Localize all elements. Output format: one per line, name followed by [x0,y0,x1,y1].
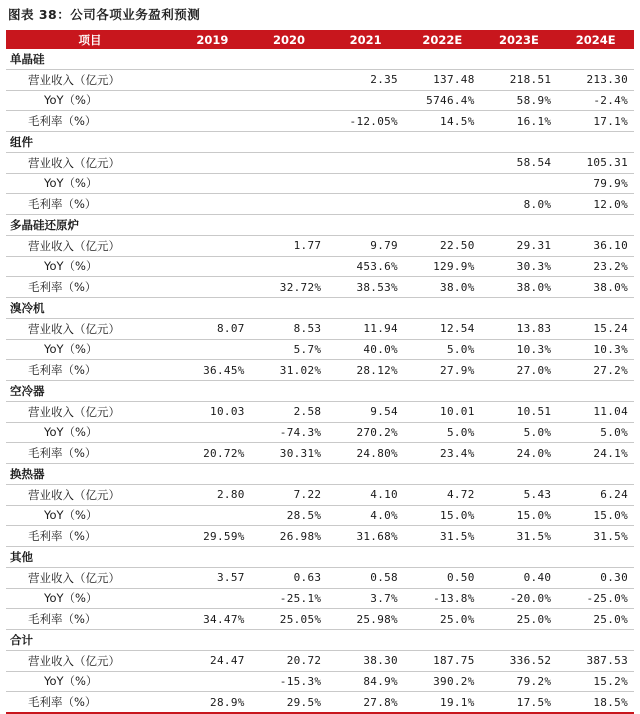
value-cell: 13.83 [481,318,558,339]
value-cell: 8.53 [251,318,328,339]
section-empty-cell [557,132,634,153]
value-cell [251,152,328,173]
value-cell: 3.7% [327,588,404,609]
value-cell: 10.3% [481,339,558,360]
section-row [6,547,634,568]
row-label: 毛利率（%） [6,277,174,298]
value-cell: 36.10 [557,235,634,256]
table-row [6,401,634,422]
row-label: 毛利率（%） [6,194,174,215]
value-cell [174,256,251,277]
value-cell [481,173,558,194]
value-cell: 28.12% [327,360,404,381]
value-cell: -15.3% [251,671,328,692]
value-cell [251,173,328,194]
section-empty-cell [327,464,404,485]
value-cell: 0.58 [327,567,404,588]
table-body [6,49,634,713]
value-cell [251,90,328,111]
row-label: 毛利率（%） [6,443,174,464]
table-header [6,30,634,49]
value-cell: 79.9% [557,173,634,194]
header-cell-2020: 2020 [251,30,328,49]
value-cell: 17.1% [557,111,634,132]
value-cell: 0.50 [404,567,481,588]
value-cell: 23.4% [404,443,481,464]
value-cell: 26.98% [251,526,328,547]
section-row [6,215,634,236]
value-cell: -20.0% [481,588,558,609]
section-empty-cell [251,381,328,402]
value-cell: 22.50 [404,235,481,256]
section-title: 组件 [6,132,174,153]
value-cell: -25.0% [557,588,634,609]
value-cell: 213.30 [557,69,634,90]
section-empty-cell [404,132,481,153]
value-cell [404,152,481,173]
value-cell [327,90,404,111]
table-row [6,69,634,90]
value-cell: 27.2% [557,360,634,381]
value-cell: 38.53% [327,277,404,298]
section-empty-cell [557,547,634,568]
value-cell: 5.7% [251,339,328,360]
value-cell: 5.0% [404,339,481,360]
value-cell: 5.0% [481,422,558,443]
value-cell: 10.03 [174,401,251,422]
value-cell [174,235,251,256]
value-cell: 20.72 [251,650,328,671]
value-cell: 4.72 [404,484,481,505]
forecast-table [6,30,634,714]
value-cell: 19.1% [404,692,481,713]
section-empty-cell [481,381,558,402]
value-cell [327,152,404,173]
section-empty-cell [251,132,328,153]
value-cell: 105.31 [557,152,634,173]
section-empty-cell [327,547,404,568]
value-cell [174,152,251,173]
table-row [6,256,634,277]
value-cell [251,111,328,132]
section-empty-cell [327,132,404,153]
value-cell: 129.9% [404,256,481,277]
section-empty-cell [174,630,251,651]
section-empty-cell [481,298,558,319]
table-row [6,318,634,339]
value-cell: 336.52 [481,650,558,671]
value-cell [174,588,251,609]
value-cell: 30.31% [251,443,328,464]
value-cell: 4.0% [327,505,404,526]
header-cell-2024e: 2024E [557,30,634,49]
table-row [6,360,634,381]
value-cell: 24.1% [557,443,634,464]
value-cell: 38.0% [557,277,634,298]
table-row [6,235,634,256]
value-cell: 0.63 [251,567,328,588]
section-empty-cell [404,630,481,651]
value-cell: 28.9% [174,692,251,713]
value-cell [174,69,251,90]
table-row [6,277,634,298]
section-empty-cell [557,49,634,69]
row-label: 营业收入（亿元） [6,69,174,90]
table-row [6,692,634,713]
value-cell: 27.0% [481,360,558,381]
value-cell: 84.9% [327,671,404,692]
value-cell: 15.0% [404,505,481,526]
section-empty-cell [174,381,251,402]
section-row [6,464,634,485]
value-cell: 218.51 [481,69,558,90]
value-cell: 32.72% [251,277,328,298]
value-cell: 24.80% [327,443,404,464]
table-row [6,671,634,692]
value-cell: 36.45% [174,360,251,381]
section-title: 换热器 [6,464,174,485]
value-cell: 9.54 [327,401,404,422]
header-cell-2021: 2021 [327,30,404,49]
section-empty-cell [174,132,251,153]
section-row [6,298,634,319]
row-label: 营业收入（亿元） [6,567,174,588]
row-label: YoY（%） [6,173,174,194]
section-empty-cell [557,215,634,236]
table-row [6,194,634,215]
value-cell: 453.6% [327,256,404,277]
value-cell: 0.40 [481,567,558,588]
value-cell [174,505,251,526]
table-row [6,173,634,194]
value-cell: 20.72% [174,443,251,464]
value-cell: 15.2% [557,671,634,692]
value-cell: 6.24 [557,484,634,505]
table-row [6,588,634,609]
table-row [6,650,634,671]
header-cell-2022e: 2022E [404,30,481,49]
section-empty-cell [251,298,328,319]
section-title: 合计 [6,630,174,651]
value-cell: 2.58 [251,401,328,422]
section-empty-cell [481,132,558,153]
value-cell: 10.3% [557,339,634,360]
section-empty-cell [404,381,481,402]
value-cell: 137.48 [404,69,481,90]
value-cell [251,194,328,215]
table-row [6,152,634,173]
value-cell: 23.2% [557,256,634,277]
section-empty-cell [251,49,328,69]
value-cell: 4.10 [327,484,404,505]
value-cell: 29.31 [481,235,558,256]
value-cell: 15.0% [481,505,558,526]
section-empty-cell [327,381,404,402]
value-cell: 16.1% [481,111,558,132]
value-cell: 25.05% [251,609,328,630]
value-cell: 7.22 [251,484,328,505]
section-title: 其他 [6,547,174,568]
value-cell: 10.51 [481,401,558,422]
figure-title: 图表 38：公司各项业务盈利预测 [8,7,201,22]
value-cell: 9.79 [327,235,404,256]
value-cell: 79.2% [481,671,558,692]
value-cell: 31.68% [327,526,404,547]
section-empty-cell [327,215,404,236]
section-empty-cell [481,464,558,485]
section-empty-cell [404,215,481,236]
section-empty-cell [557,298,634,319]
value-cell [174,671,251,692]
value-cell: 5.0% [404,422,481,443]
section-empty-cell [327,298,404,319]
section-title: 溴冷机 [6,298,174,319]
value-cell [174,90,251,111]
value-cell: 12.0% [557,194,634,215]
value-cell: 25.98% [327,609,404,630]
section-empty-cell [557,630,634,651]
value-cell: 18.5% [557,692,634,713]
value-cell: -12.05% [327,111,404,132]
table-row [6,567,634,588]
section-empty-cell [404,547,481,568]
value-cell: 31.5% [481,526,558,547]
value-cell [251,69,328,90]
value-cell: 187.75 [404,650,481,671]
section-empty-cell [174,464,251,485]
section-empty-cell [251,464,328,485]
section-empty-cell [404,298,481,319]
row-label: YoY（%） [6,505,174,526]
value-cell [174,277,251,298]
value-cell: 8.07 [174,318,251,339]
row-label: 营业收入（亿元） [6,318,174,339]
section-title: 空冷器 [6,381,174,402]
section-empty-cell [174,49,251,69]
value-cell: 29.59% [174,526,251,547]
value-cell [327,194,404,215]
value-cell: 0.30 [557,567,634,588]
value-cell: 14.5% [404,111,481,132]
table-row [6,422,634,443]
section-empty-cell [327,49,404,69]
value-cell: 40.0% [327,339,404,360]
value-cell: 25.0% [404,609,481,630]
row-label: YoY（%） [6,339,174,360]
row-label: 毛利率（%） [6,609,174,630]
value-cell: 1.77 [251,235,328,256]
value-cell: 11.94 [327,318,404,339]
value-cell: 58.54 [481,152,558,173]
value-cell: 3.57 [174,567,251,588]
value-cell [174,339,251,360]
section-empty-cell [251,547,328,568]
value-cell: 24.47 [174,650,251,671]
section-row [6,132,634,153]
section-empty-cell [251,630,328,651]
value-cell: 12.54 [404,318,481,339]
section-row [6,630,634,651]
value-cell: 15.0% [557,505,634,526]
value-cell: 38.30 [327,650,404,671]
section-empty-cell [174,215,251,236]
value-cell: 25.0% [557,609,634,630]
section-empty-cell [481,215,558,236]
row-label: 毛利率（%） [6,526,174,547]
row-label: 毛利率（%） [6,111,174,132]
section-empty-cell [404,464,481,485]
value-cell: 10.01 [404,401,481,422]
section-empty-cell [251,215,328,236]
row-label: YoY（%） [6,588,174,609]
value-cell: 38.0% [404,277,481,298]
section-row [6,381,634,402]
value-cell: 24.0% [481,443,558,464]
value-cell: 27.9% [404,360,481,381]
header-row [6,30,634,49]
value-cell [174,194,251,215]
value-cell: 5746.4% [404,90,481,111]
row-label: 营业收入（亿元） [6,152,174,173]
row-label: 营业收入（亿元） [6,401,174,422]
value-cell: 28.5% [251,505,328,526]
value-cell [174,422,251,443]
table-row [6,526,634,547]
value-cell: -13.8% [404,588,481,609]
value-cell: 31.5% [557,526,634,547]
row-label: 营业收入（亿元） [6,650,174,671]
value-cell: 31.02% [251,360,328,381]
value-cell: 38.0% [481,277,558,298]
table-row [6,505,634,526]
value-cell [174,111,251,132]
section-title: 多晶硅还原炉 [6,215,174,236]
value-cell: 58.9% [481,90,558,111]
section-empty-cell [557,464,634,485]
value-cell: 5.43 [481,484,558,505]
section-row [6,49,634,69]
section-empty-cell [327,630,404,651]
value-cell [251,256,328,277]
value-cell: -74.3% [251,422,328,443]
row-label: YoY（%） [6,90,174,111]
table-row [6,484,634,505]
value-cell: 2.80 [174,484,251,505]
value-cell: 5.0% [557,422,634,443]
section-empty-cell [481,547,558,568]
section-empty-cell [481,630,558,651]
table-row [6,339,634,360]
section-empty-cell [481,49,558,69]
value-cell: 15.24 [557,318,634,339]
value-cell: 30.3% [481,256,558,277]
value-cell: 25.0% [481,609,558,630]
row-label: YoY（%） [6,671,174,692]
value-cell [404,194,481,215]
value-cell: 2.35 [327,69,404,90]
section-title: 单晶硅 [6,49,174,69]
section-empty-cell [404,49,481,69]
value-cell: 34.47% [174,609,251,630]
value-cell: 17.5% [481,692,558,713]
value-cell: 27.8% [327,692,404,713]
value-cell: 390.2% [404,671,481,692]
header-cell-item: 项目 [6,30,174,49]
header-cell-2019: 2019 [174,30,251,49]
section-empty-cell [557,381,634,402]
row-label: 毛利率（%） [6,692,174,713]
row-label: 毛利率（%） [6,360,174,381]
table-row [6,90,634,111]
value-cell [174,173,251,194]
row-label: 营业收入（亿元） [6,235,174,256]
value-cell: -2.4% [557,90,634,111]
row-label: 营业收入（亿元） [6,484,174,505]
value-cell: 29.5% [251,692,328,713]
value-cell: 270.2% [327,422,404,443]
section-empty-cell [174,547,251,568]
table-row [6,609,634,630]
header-cell-2023e: 2023E [481,30,558,49]
value-cell: 8.0% [481,194,558,215]
value-cell [404,173,481,194]
row-label: YoY（%） [6,422,174,443]
section-empty-cell [174,298,251,319]
row-label: YoY（%） [6,256,174,277]
table-row [6,111,634,132]
value-cell: 387.53 [557,650,634,671]
value-cell: 31.5% [404,526,481,547]
value-cell: 11.04 [557,401,634,422]
table-row [6,443,634,464]
value-cell [327,173,404,194]
value-cell: -25.1% [251,588,328,609]
